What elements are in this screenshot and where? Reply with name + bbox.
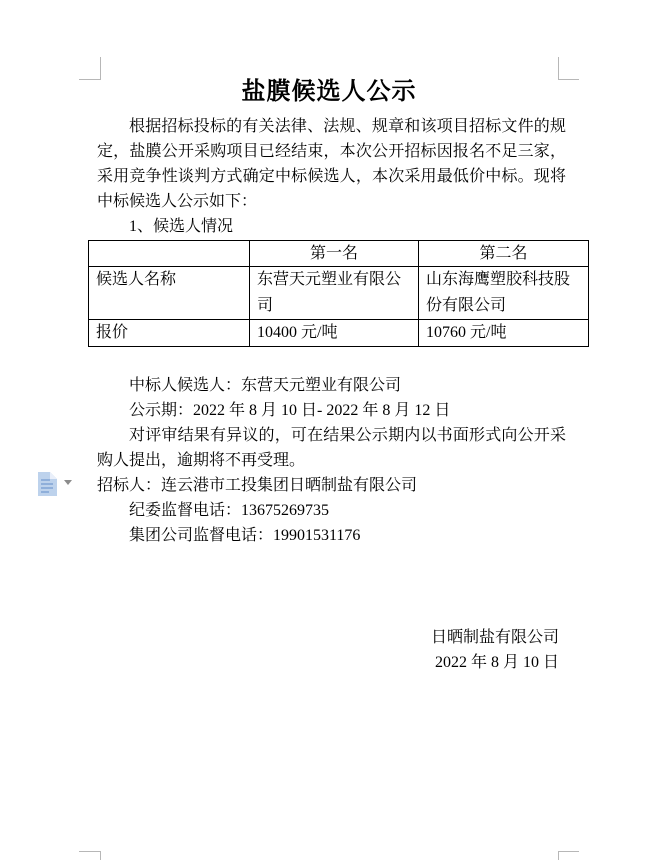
signature-block [97, 625, 559, 675]
signature-company: 日晒制盐有限公司 [430, 629, 559, 646]
header-empty-cell [89, 241, 250, 267]
row-label-price: 报价 [89, 320, 250, 347]
group-phone-line: 集团公司监督电话：19901531176 [129, 527, 361, 544]
price-second: 10760 元/吨 [419, 320, 589, 347]
candidate-first-name: 东营天元塑业有限公司 [250, 267, 419, 320]
winner-line: 中标人候选人：东营天元塑业有限公司 [129, 377, 402, 394]
table-row-candidate-name [89, 267, 589, 320]
signature-date: 2022 年 8 月 10 日 [434, 654, 559, 671]
candidate-second-name: 山东海鹰塑胶科技股份有限公司 [419, 267, 589, 320]
margin-crop-mark-bottom-left [79, 851, 101, 860]
document-title: 盐膜候选人公示 [241, 79, 417, 105]
table-row-price [89, 320, 589, 347]
discipline-phone-line: 纪委监督电话：13675269735 [129, 502, 330, 519]
section-heading: 1、候选人情况 [129, 218, 234, 235]
publicity-period-line: 公示期：2022 年 8 月 10 日- 2022 年 8 月 12 日 [129, 402, 451, 419]
price-first: 10400 元/吨 [250, 320, 419, 347]
header-first-place: 第一名 [250, 241, 419, 267]
objection-paragraph: 对评审结果有异议的，可在结果公示期内以书面形式向公开采购人提出，逾期将不再受理。 [97, 427, 566, 469]
table-header-row [89, 241, 589, 267]
paste-options-button[interactable] [37, 470, 79, 498]
margin-crop-mark-bottom-right [558, 851, 579, 860]
post-table-text [97, 373, 566, 548]
intro-paragraph: 根据招标投标的有关法律、法规、规章和该项目招标文件的规定，盐膜公开采购项目已经结束，本次公开招标因报名不足三家，采用竞争性谈判方式确定中标候选人，本次采用最低价中标。现将中标候选人公示如下： [97, 118, 566, 210]
header-second-place: 第二名 [419, 241, 589, 267]
tenderer-line: 招标人：连云港市工投集团日晒制盐有限公司 [97, 477, 418, 494]
candidate-table [88, 240, 589, 347]
row-label-candidate-name: 候选人名称 [89, 267, 250, 320]
paste-options-icon [37, 472, 58, 496]
chevron-down-icon [64, 480, 72, 485]
